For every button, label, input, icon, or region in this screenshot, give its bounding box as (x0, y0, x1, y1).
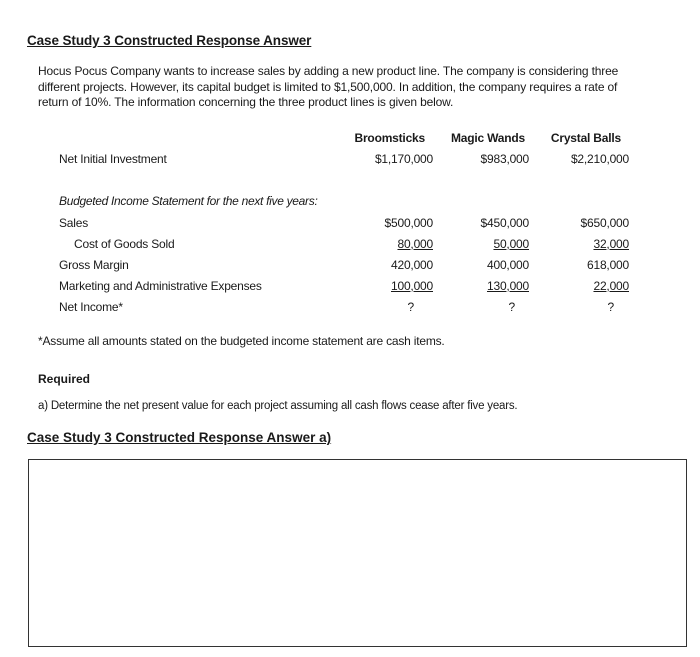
gross-margin-broomsticks: 420,000 (391, 258, 433, 272)
sales-broomsticks: $500,000 (384, 216, 433, 230)
column-header-magic-wands: Magic Wands (450, 131, 525, 145)
gross-margin-crystal-balls: 618,000 (587, 258, 629, 272)
sales-crystal-balls: $650,000 (580, 216, 629, 230)
gross-margin-magic-wands: 400,000 (487, 258, 529, 272)
row-label-marketing-admin: Marketing and Administrative Expenses (59, 279, 262, 293)
row-label-gross-margin: Gross Margin (59, 258, 129, 272)
cogs-crystal-balls: 32,000 (593, 237, 629, 251)
marketing-admin-magic-wands: 130,000 (487, 279, 529, 293)
net-income-broomsticks: ? (407, 300, 414, 314)
footnote: *Assume all amounts stated on the budgeted income statement are cash items. (38, 334, 445, 348)
question-a: a) Determine the net present value for each project assuming all cash flows cease after five years. (38, 400, 518, 412)
sales-magic-wands: $450,000 (480, 216, 529, 230)
column-header-crystal-balls: Crystal Balls (550, 131, 621, 145)
answer-textbox[interactable] (28, 459, 687, 647)
investment-label: Net Initial Investment (59, 152, 167, 166)
row-label-sales: Sales (59, 216, 89, 230)
investment-broomsticks: $1,170,000 (374, 152, 433, 166)
investment-magic-wands: $983,000 (480, 152, 529, 166)
column-header-broomsticks: Broomsticks (354, 131, 425, 145)
net-income-crystal-balls: ? (607, 300, 614, 314)
intro-paragraph: Hocus Pocus Company wants to increase sales by adding a new product line. The company is considering three different projects. However, its capital budget is limited to $1,500,000. In addition, the company requires a rate of return of 10%. The information concerning the three product lines is given below. (38, 64, 619, 109)
cogs-magic-wands: 50,000 (493, 237, 529, 251)
row-label-cogs: Cost of Goods Sold (74, 237, 175, 251)
net-income-magic-wands: ? (508, 300, 515, 314)
investment-crystal-balls: $2,210,000 (570, 152, 629, 166)
page-title: Case Study 3 Constructed Response Answer (27, 33, 312, 48)
budget-section-label: Budgeted Income Statement for the next five years: (59, 194, 318, 208)
required-heading: Required (38, 372, 91, 386)
marketing-admin-crystal-balls: 22,000 (593, 279, 629, 293)
answer-title: Case Study 3 Constructed Response Answer a) (27, 430, 332, 445)
marketing-admin-broomsticks: 100,000 (391, 279, 433, 293)
row-label-net-income: Net Income* (59, 300, 123, 314)
cogs-broomsticks: 80,000 (397, 237, 433, 251)
